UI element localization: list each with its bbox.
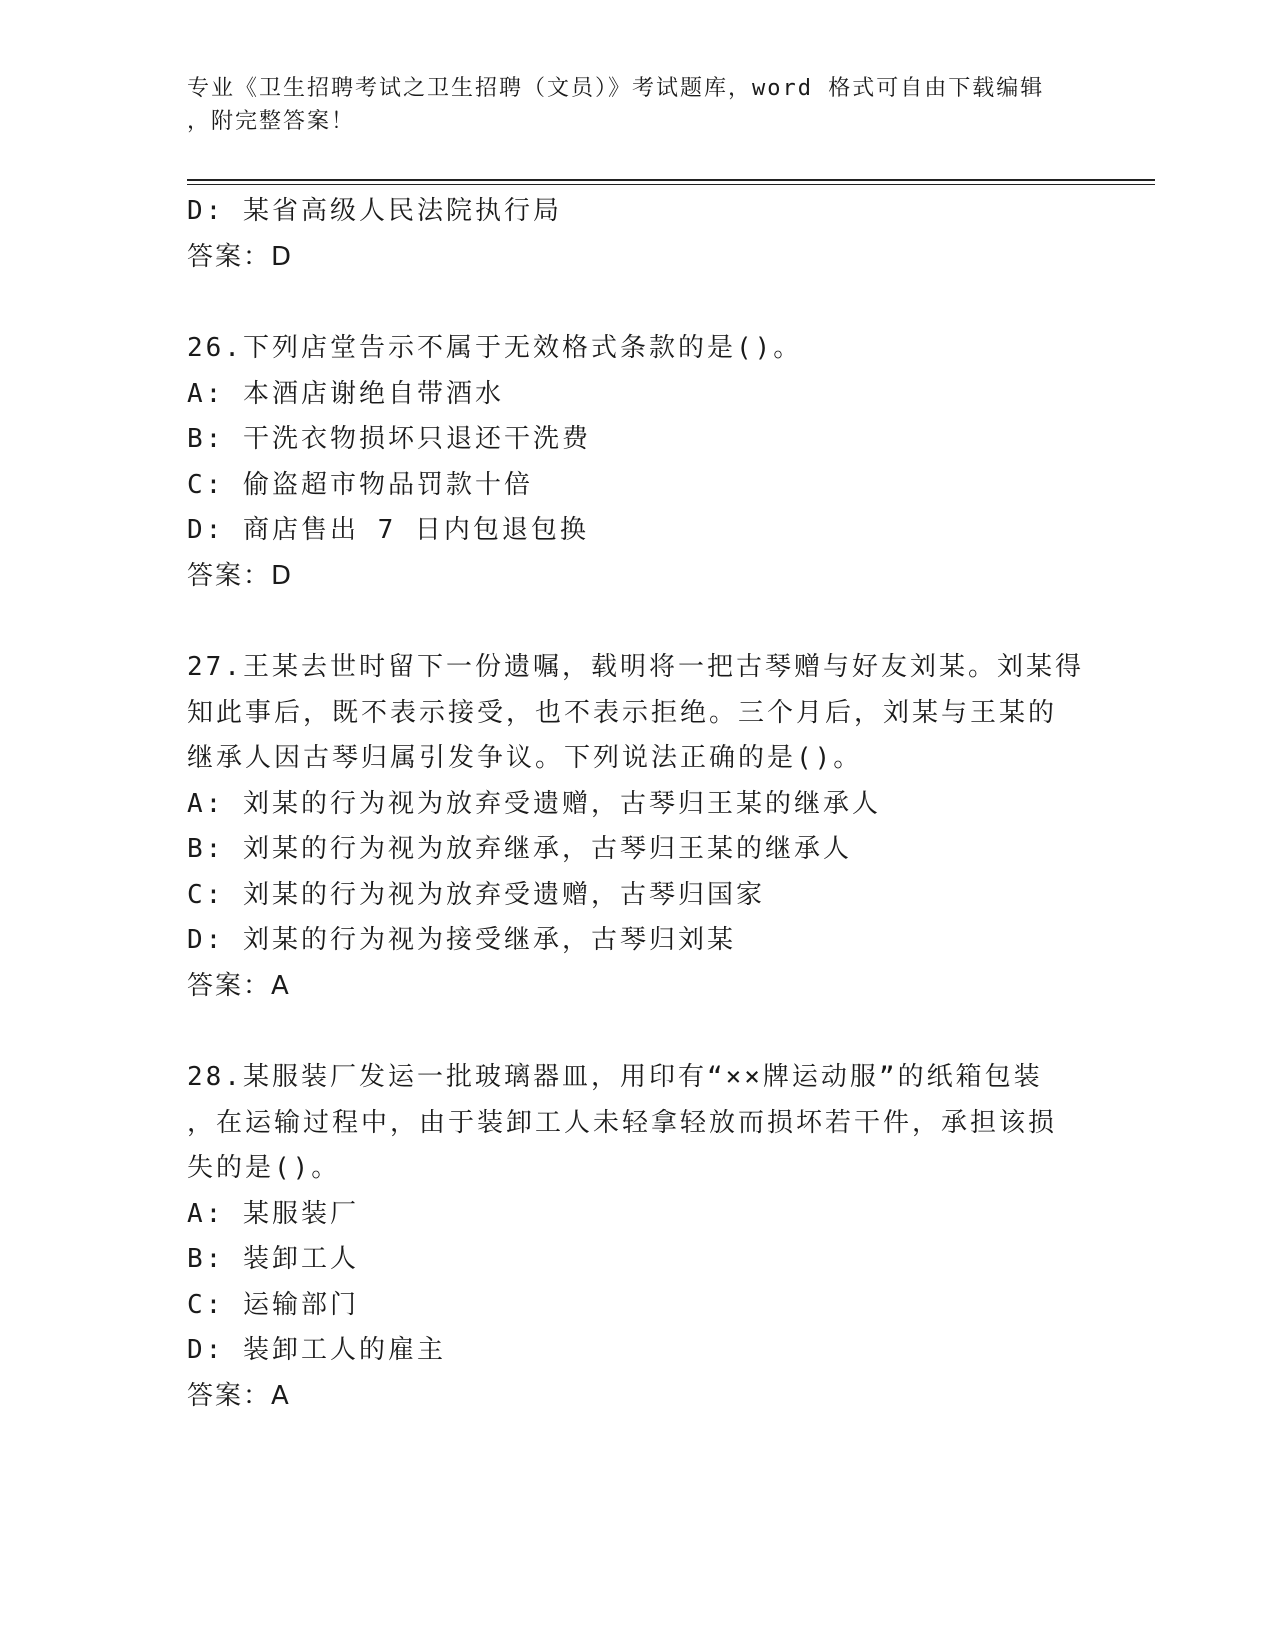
option-d: D: 装卸工人的雇主 (187, 1335, 446, 1365)
answer-label: 答案：A (187, 970, 291, 1001)
option-a: A: 某服装厂 (187, 1198, 359, 1229)
prev-question-tail (187, 189, 1087, 280)
option-b: B: 装卸工人 (187, 1244, 359, 1274)
question-26 (187, 326, 1087, 599)
question-stem-line-2: 知此事后，既不表示接受，也不表示拒绝。三个月后，刘某与王某的 (187, 697, 1058, 728)
spacer (187, 1009, 1087, 1055)
question-27 (187, 645, 1087, 1009)
document-header (187, 72, 1067, 138)
option-d: D: 商店售出 7 日内包退包换 (187, 515, 589, 545)
answer-label: 答案：D (187, 241, 294, 272)
answer-label: 答案：D (187, 560, 294, 591)
option-c: C: 刘某的行为视为放弃受遗赠，古琴归国家 (187, 879, 765, 910)
option-c: C: 偷盗超市物品罚款十倍 (187, 469, 533, 500)
header-line-1: 专业《卫生招聘考试之卫生招聘（文员）》考试题库，word 格式可自由下载编辑 (187, 76, 1045, 101)
option-a: A: 刘某的行为视为放弃受遗赠，古琴归王某的继承人 (187, 788, 881, 819)
option-b: B: 干洗衣物损坏只退还干洗费 (187, 424, 591, 454)
question-stem-line-1: 28.某服装厂发运一批玻璃器皿，用印有“××牌运动服”的纸箱包装 (187, 1062, 1043, 1092)
question-stem-line-1: 27.王某去世时留下一份遗嘱，载明将一把古琴赠与好友刘某。刘某得 (187, 652, 1084, 682)
header-rule-thick (187, 179, 1155, 181)
option-c: C: 运输部门 (187, 1289, 359, 1320)
question-stem-line-3: 继承人因古琴归属引发争议。下列说法正确的是()。 (187, 743, 863, 773)
header-rule-thin (187, 184, 1155, 185)
option-d: D: 刘某的行为视为接受继承，古琴归刘某 (187, 925, 736, 955)
option-a: A: 本酒店谢绝自带酒水 (187, 378, 504, 409)
question-list (187, 189, 1087, 1419)
question-stem-line-2: ，在运输过程中，由于装卸工人未轻拿轻放而损坏若干件，承担该损 (187, 1107, 1058, 1138)
option-b: B: 刘某的行为视为放弃继承，古琴归王某的继承人 (187, 834, 852, 864)
answer-label: 答案：A (187, 1380, 291, 1411)
spacer (187, 280, 1087, 326)
question-stem: 26.下列店堂告示不属于无效格式条款的是()。 (187, 333, 803, 363)
option-d: D: 某省高级人民法院执行局 (187, 196, 562, 226)
spacer (187, 599, 1087, 645)
header-line-2: ，附完整答案！ (187, 109, 356, 134)
question-stem-line-3: 失的是()。 (187, 1153, 341, 1183)
question-28 (187, 1055, 1087, 1419)
